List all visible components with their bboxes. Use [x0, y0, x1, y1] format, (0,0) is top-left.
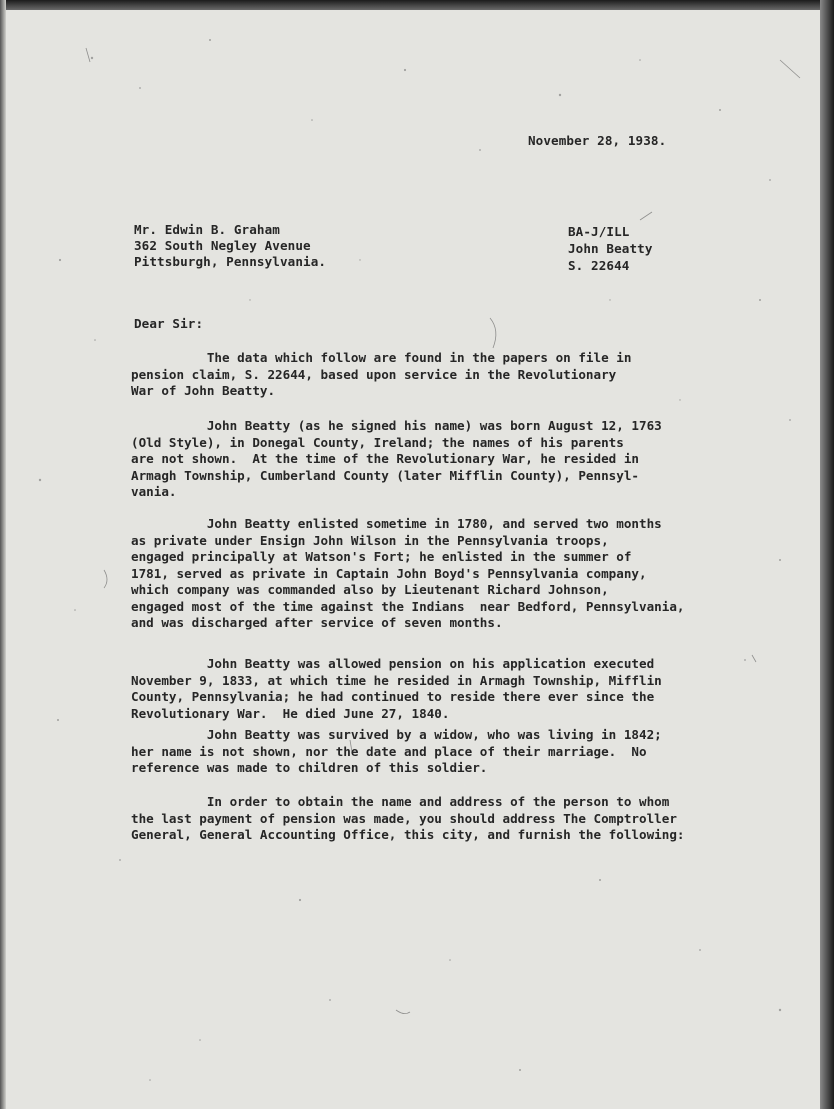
paragraph-line: engaged principally at Watson's Fort; he enlisted in the summer of: [131, 549, 632, 564]
recipient-name: Mr. Edwin B. Graham: [134, 222, 280, 237]
paragraph-instructions: [131, 794, 701, 844]
paragraph-line: John Beatty (as he signed his name) was born August 12, 1763: [131, 418, 662, 433]
paragraph-line: War of John Beatty.: [131, 383, 276, 398]
paragraph-line: November 9, 1833, at which time he resided in Armagh Township, Mifflin: [131, 672, 662, 688]
paragraph-line: John Beatty enlisted sometime in 1780, and served two months: [131, 516, 662, 531]
scan-edge-top: [0, 0, 834, 10]
paragraph-line: 1781, served as private in Captain John Boyd's Pennsylvania company,: [131, 565, 647, 581]
paragraph-line: are not shown. At the time of the Revolutionary War, he resided in: [131, 451, 639, 466]
scan-edge-right: [820, 0, 834, 1109]
reference-name: John Beatty: [568, 241, 653, 256]
paragraph-line: engaged most of the time against the Indians near Bedford, Pennsylvania,: [131, 598, 685, 614]
paragraph-line: County, Pennsylvania; he had continued to reside there ever since the: [131, 689, 655, 704]
paragraph-intro: [131, 350, 701, 400]
paragraph-line: her name is not shown, nor the date and place of their marriage. No: [131, 743, 647, 759]
paragraph-line: the last payment of pension was made, you should address The Comptroller: [131, 810, 677, 826]
reference-claim: S. 22644: [568, 258, 630, 273]
paragraph-pension: [131, 656, 701, 722]
paragraph-widow: [131, 727, 701, 777]
paragraph-line: reference was made to children of this soldier.: [131, 760, 488, 775]
paragraph-line: In order to obtain the name and address of the person to whom: [131, 794, 670, 809]
paragraph-line: which company was commanded also by Lieutenant Richard Johnson,: [131, 582, 609, 597]
recipient-city: Pittsburgh, Pennsylvania.: [134, 254, 327, 269]
paragraph-line: John Beatty was allowed pension on his application executed: [131, 656, 655, 671]
paragraph-line: and was discharged after service of seven months.: [131, 615, 503, 630]
paragraph-line: Armagh Township, Cumberland County (later Mifflin County), Pennsyl-: [131, 467, 639, 483]
scan-edge-left: [0, 0, 6, 1109]
paragraph-line: (Old Style), in Donegal County, Ireland; the names of his parents: [131, 434, 624, 450]
reference-code: BA-J/ILL: [568, 224, 630, 239]
paragraph-line: vania.: [131, 484, 177, 499]
paragraph-line: Revolutionary War. He died June 27, 1840.: [131, 705, 450, 721]
paragraph-line: John Beatty was survived by a widow, who was living in 1842;: [131, 727, 662, 742]
paragraph-line: pension claim, S. 22644, based upon service in the Revolutionary: [131, 366, 617, 382]
paragraph-line: General, General Accounting Office, this city, and furnish the following:: [131, 827, 685, 842]
letter-date: November 28, 1938.: [528, 133, 667, 148]
paragraph-birth: [131, 418, 701, 501]
paragraph-line: as private under Ensign John Wilson in the Pennsylvania troops,: [131, 532, 609, 548]
recipient-street: 362 South Negley Avenue: [134, 238, 311, 253]
salutation: Dear Sir:: [134, 316, 204, 331]
paragraph-service: [131, 516, 701, 632]
paragraph-line: The data which follow are found in the papers on file in: [131, 350, 632, 365]
